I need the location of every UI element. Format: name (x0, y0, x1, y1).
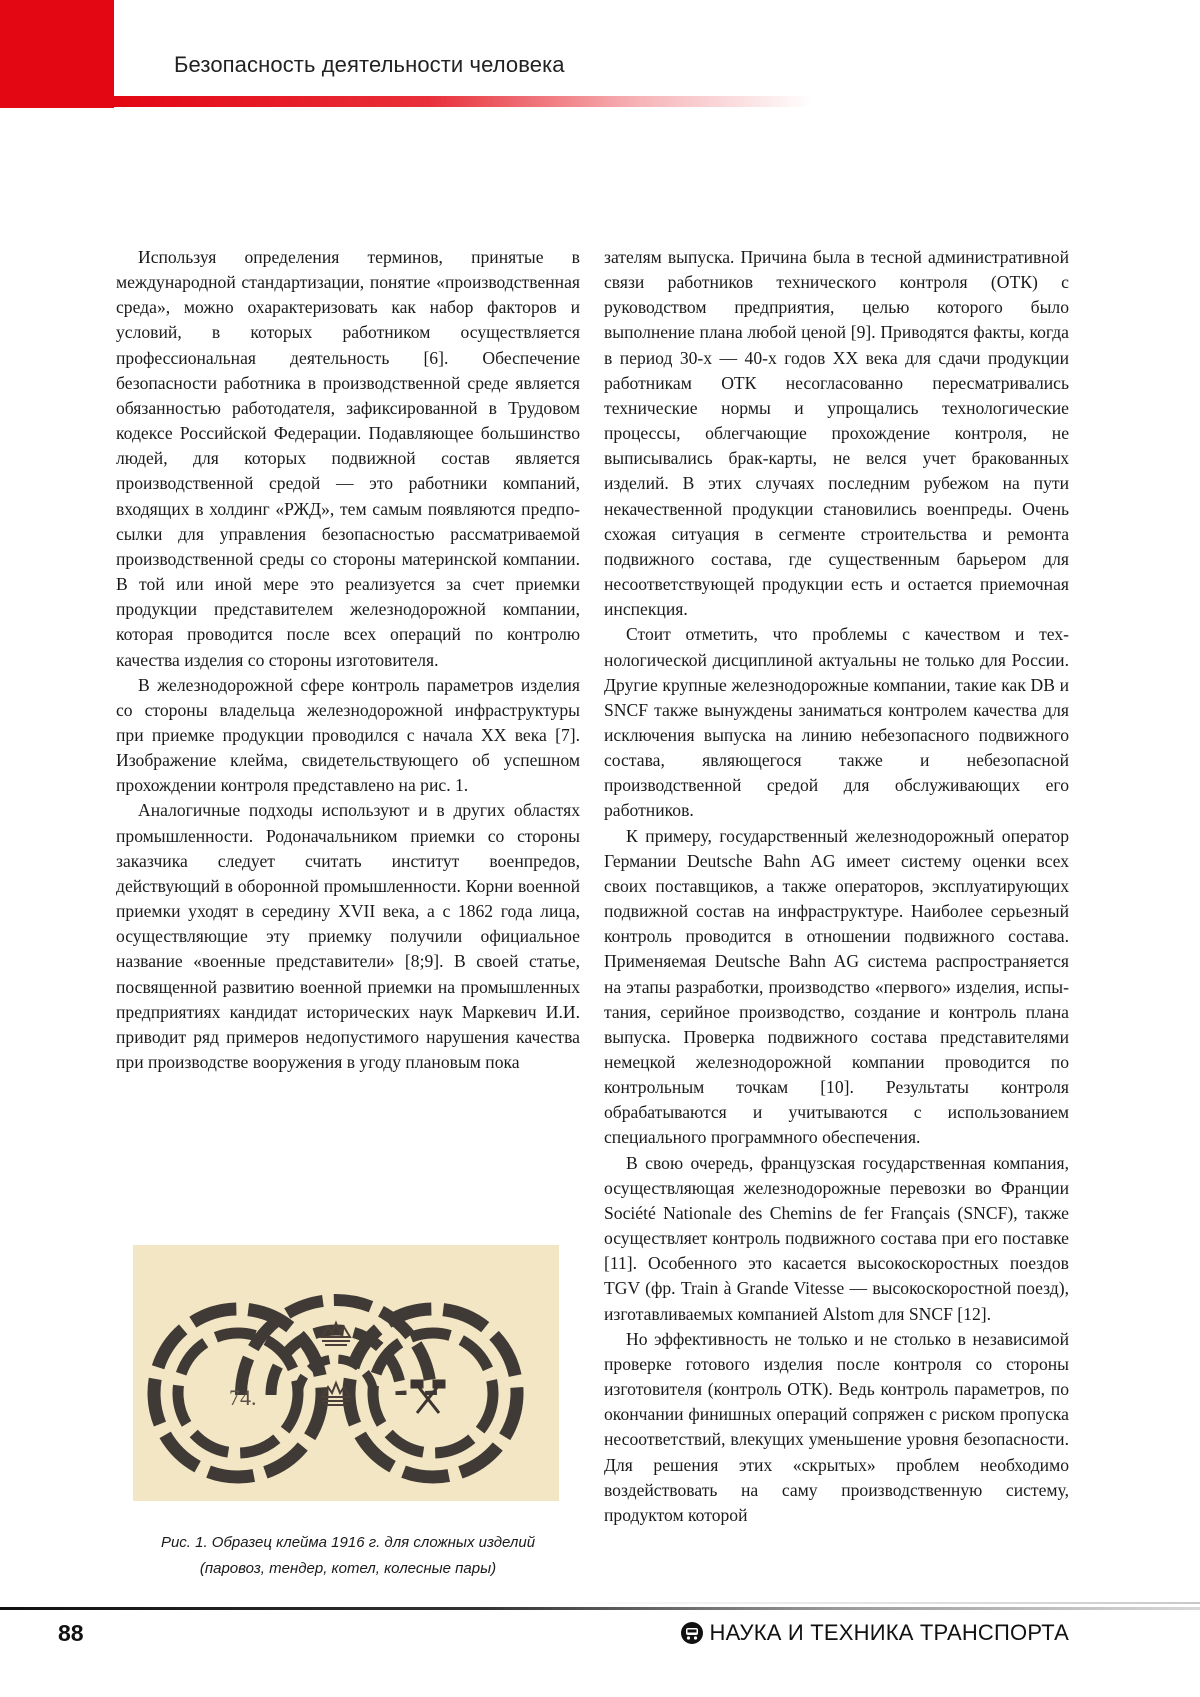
journal-logo-icon (680, 1621, 704, 1645)
stamp-illustration (133, 1245, 559, 1501)
paragraph: В железнодорожной сфере контроль параметров изделия со стороны владельца железнодорожной инфраструктуры при приемке продукции проводился с начала XX века [7]. Изображение клейма, свидетельствующего об успешном прохождении контроля представлено на рис. 1. (116, 674, 580, 796)
paragraph: Аналогичные подходы используют и в других областях промышленности. Родоначальником приемки со стороны заказчика следует считать институт военпредов, действующий в оборонной промышленности. Корни военной приемки уходят в середину XVII века, а с 1862 года лица, осуществляющие эту приемку получили официальное название «военные представители» [8;9]. В своей статье, посвященной развитию военной приемки на промышленных предприятиях кандидат исторических наук Маркевич И.И. приводит ряд примеров недопустимого нарушения качества при производстве вооружения в угоду плановым пока (116, 800, 580, 1072)
paragraph: Но эффективность не только и не столько в независимой проверке готового изделия после контроля со стороны изготовителя (контроль ОТК). Ведь контроль параметров, по окончании финишных операций сопряжен с риском пропуска несоответствий, влекущих уменьшение уровня безопасности. Для решения этих «скрытых» проблем необходимо воздействовать на саму производственную систему, продуктом которой (604, 1328, 1069, 1525)
paragraph: зателям выпуска. Причина была в тесной административной связи работников технического контроля (ОТК) с руководством предприятия, целью которого было выполнение плана любой ценой [9]. Приводятся факты, когда в период 30-х — 40-х годов XX века для сдачи продукции работникам ОТК несогласованно пересматривались технические нормы и упрощались технологические процессы, облегчающие прохождение контроля, не выписывались брак-карты, не велся учет бракованных изделий. В этих случаях последним рубежом на пути некачественной продукции становились военпреды. Очень схожая ситуация в сегменте строительства и ремонта подвижного состава, где существенным барьером для несоответствующей продукции есть и остается приемочная инспекция. (604, 247, 1069, 620)
figure-caption (116, 1530, 580, 1582)
running-header-title: Безопасность деятельности человека (174, 52, 565, 77)
page-number: 88 (58, 1620, 84, 1646)
header-color-block (0, 0, 114, 108)
header-red-line (114, 96, 814, 107)
paragraph: Используя определения терминов, принятые в международной стандартизации, понятие «производственная среда», можно охарактеризовать как набор факторов и условий, в которых работником осуществляется профессиональная деятельность [6]. Обеспечение безопасности работника в производственной среде является обязанностью работодателя, зафиксированной в Трудовом кодексе Российской Федерации. Подавляющее большинство людей, для которых подвижной состав является производственной средой — это работники компаний, входящих в холдинг «РЖД», тем самым появляются предпосылки для управления безопасностью рассматриваемой производственной среды со стороны материнской компании. В той или иной мере это реализуется за счет приемки продукции представителем железнодорожной компании, которая проводится после всех операций по контролю качества изделия со стороны изготовителя. (116, 247, 580, 670)
paragraph: В свою очередь, французская государственная компания, осуществляющая железнодорожные перевозки во Франции Société Nationale des Chemins de fer Français (SNCF), также осуществляет контроль подвижного состава при его поставке [11]. Особенного это касается высокоскоростных поездов TGV (фр. Train à Grande Vitesse — высокоскоростной поезд), изготавливаемых компанией Alstom для SNCF [12]. (604, 1152, 1069, 1324)
crossed-hammers-icon (412, 1381, 444, 1413)
center-arch-core (298, 1359, 374, 1397)
footer-rule (0, 1607, 1200, 1610)
right-text-column (604, 245, 1069, 1528)
left-text-column (116, 245, 580, 1075)
caption-line: Рис. 1. Образец клейма 1916 г. для сложных изделий (160, 1534, 536, 1551)
caption-line: (паровоз, тендер, котел, колесные пары) (199, 1560, 497, 1577)
paragraph: К примеру, государственный железнодорожный оператор Германии Deutsche Bahn AG имеет систему оценки всех своих поставщиков, а также операторов, эксплуатирующих подвижной состав на инфраструктуре. Наиболее серьезный контроль проводится в отношении подвижного состава. Применяемая Deutsche Bahn AG система распространяется на этапы разработки, производство «первого» изделия, испытания, серийное производство, создание и контроль плана выпуска. Проверка подвижного состава представителями немецкой железнодорожной компании проводится по контрольным точкам [10]. Результаты контроля обрабатываются и учитываются с использованием специального программного обеспечения. (604, 825, 1069, 1148)
journal-title: НАУКА И ТЕХНИКА ТРАНСПОРТА (709, 1620, 1069, 1645)
figure-stamp-image (133, 1245, 559, 1501)
footer-accent-line (560, 1602, 1200, 1604)
journal-name (680, 1620, 1069, 1646)
stamp-number: 74. (229, 1385, 257, 1410)
paragraph: Стоит отметить, что проблемы с качеством и технологической дисциплиной актуальны не только для России. Другие крупные железнодорожные компании, такие как DB и SNCF также вынуждены заниматься контролем качества для исключения выпуска на линию небезопасного подвижного состава, являющегося также и небезопасной производственной средой для обслуживающих его работников. (604, 624, 1069, 821)
